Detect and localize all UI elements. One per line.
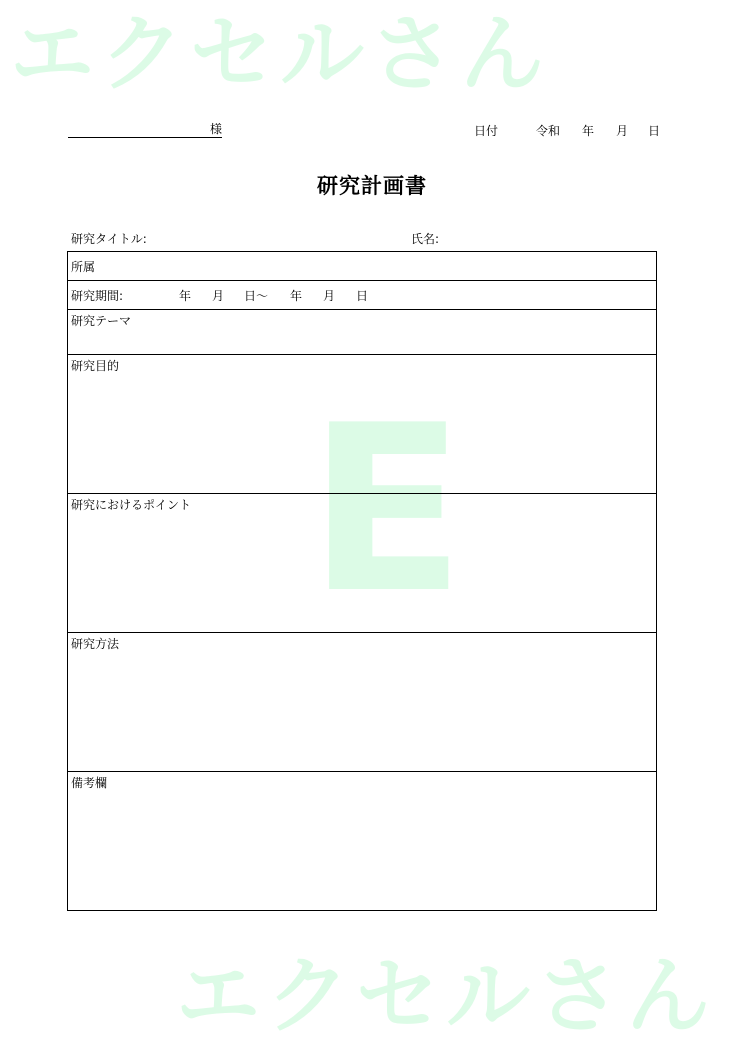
research-points-field[interactable] (68, 494, 656, 633)
remarks-label: 備考欄 (71, 776, 108, 790)
watermark-bottom: エクセルさん (176, 947, 717, 1045)
date-label: 日付 (474, 124, 499, 138)
purpose-label: 研究目的 (71, 359, 120, 373)
period-label: 研究期間: (71, 289, 124, 303)
research-title-label: 研究タイトル: (71, 232, 147, 246)
period-start-year: 年 (179, 289, 192, 303)
date-year-label: 年 (582, 124, 595, 138)
period-start-month: 月 (212, 289, 225, 303)
watermark-center-letter: E (308, 377, 466, 644)
research-method-field[interactable] (68, 633, 656, 772)
date-day-label: 日 (648, 124, 661, 138)
addressee-line[interactable] (68, 122, 222, 138)
period-end-day: 日 (356, 289, 369, 303)
addressee-suffix: 様 (209, 122, 222, 136)
name-label: 氏名: (411, 232, 440, 246)
affiliation-field[interactable] (68, 252, 656, 281)
watermark-top: エクセルさん (10, 5, 551, 103)
research-purpose-field[interactable] (68, 355, 656, 494)
research-theme-field[interactable] (68, 310, 656, 355)
method-label: 研究方法 (71, 637, 120, 651)
affiliation-label: 所属 (71, 260, 96, 274)
period-start-day: 日〜 (244, 289, 269, 303)
points-label: 研究におけるポイント (71, 498, 192, 512)
period-end-month: 月 (323, 289, 336, 303)
research-plan-form (67, 251, 657, 911)
period-end-year: 年 (290, 289, 303, 303)
document-title: 研究計画書 (317, 174, 427, 198)
remarks-field[interactable] (68, 772, 656, 910)
date-era: 令和 (536, 124, 561, 138)
research-period-field[interactable] (68, 281, 656, 310)
theme-label: 研究テーマ (71, 314, 132, 328)
date-month-label: 月 (616, 124, 629, 138)
